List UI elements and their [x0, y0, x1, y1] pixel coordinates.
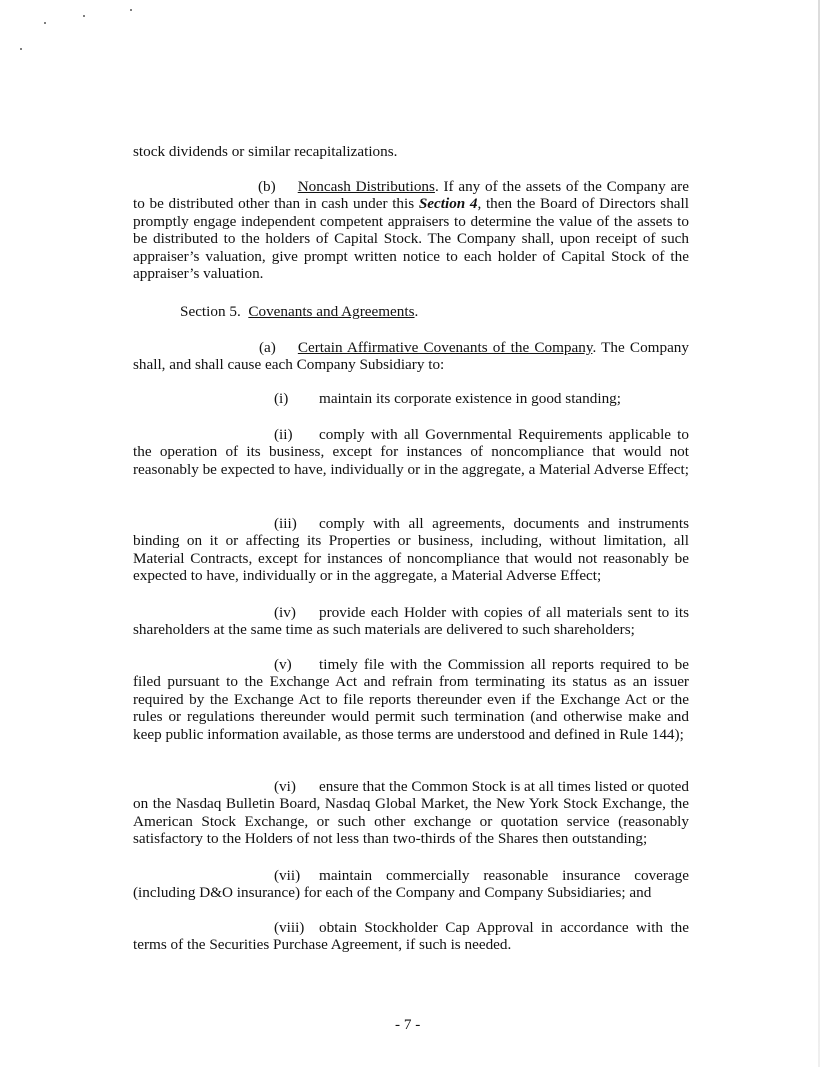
list-item-text: comply with all Governmental Requirements applicable to the operation of its business, except for instances of noncompliance that would not reasonably be expected to have, individually or in the aggregate, a Material Adverse Effect; [133, 426, 689, 478]
section-5-heading [133, 303, 689, 320]
section-5-number: Section 5. [180, 303, 241, 320]
paragraph-b [133, 178, 689, 282]
list-item-text: obtain Stockholder Cap Approval in accordance with the terms of the Securities Purchase Agreement, if such is needed. [133, 919, 689, 954]
list-item-text: maintain its corporate existence in good standing; [319, 390, 621, 407]
list-item [133, 656, 689, 743]
list-item-text: comply with all agreements, documents and instruments binding on it or affecting its Properties or business, including, without limitation, all Material Contracts, except for instances of noncompliance that would not reasonably be expected to have, individually or in the aggregate, a Material Adverse Effect; [133, 515, 689, 585]
list-item-label: (i) [274, 390, 289, 407]
section-5-title: Covenants and Agreements [248, 303, 415, 320]
scan-speck [20, 48, 22, 50]
list-item-label: (vi) [274, 778, 296, 795]
list-item [133, 515, 689, 585]
list-item-text: provide each Holder with copies of all materials sent to its shareholders at the same time as such materials are delivered to such shareholders; [133, 604, 689, 639]
list-item [133, 867, 689, 902]
list-item-text: ensure that the Common Stock is at all times listed or quoted on the Nasdaq Bulletin Board, Nasdaq Global Market, the New York Stock Exchange, the American Stock Exchange, or such other exchange or quotation service (reasonably satisfactory to the Holders of not less than two-thirds of the Shares then outstanding; [133, 778, 689, 848]
list-item-text: timely file with the Commission all reports required to be filed pursuant to the Exchange Act and refrain from terminating its status as an issuer required by the Exchange Act to file reports thereunder even if the Exchange Act or the rules or regulations thereunder would permit such termination (and otherwise make and keep public information available, as those terms are understood and defined in Rule 144); [133, 656, 689, 743]
list-item [133, 390, 689, 407]
paragraph-b-heading: Noncash Distributions [297, 178, 435, 195]
paragraph-b-text-continued: , then the Board of Directors shall promptly engage independent competent appraisers to determine the value of the assets to be distributed to the holders of Capital Stock. The Company shall, upon receipt of such appraiser’s valuation, give prompt written notice to each holder of Capital Stock of the appraiser’s valuation. [133, 195, 689, 283]
list-item [133, 778, 689, 848]
list-item-label: (ii) [274, 426, 293, 443]
paragraph-a-text: . The Company shall, and shall cause each Company Subsidiary to: [133, 339, 689, 374]
scan-speck [83, 15, 85, 17]
page-number: - 7 - [395, 1016, 421, 1033]
list-item-label: (iii) [274, 515, 297, 532]
scan-speck [130, 9, 132, 11]
paragraph-a-heading: Certain Affirmative Covenants of the Company [297, 339, 593, 356]
list-item [133, 426, 689, 478]
section-4-reference: Section 4 [418, 195, 478, 213]
list-item [133, 919, 689, 954]
continuation-text: stock dividends or similar recapitalizations. [133, 143, 398, 160]
paragraph-b-text: . If any of the assets of the Company are to be distributed other than in cash under this [133, 178, 689, 213]
list-item-label: (vii) [274, 867, 301, 884]
section-5-period: . [414, 303, 419, 320]
scan-speck [44, 22, 46, 24]
list-item [133, 604, 689, 639]
paragraph-a-label: (a) [259, 339, 276, 356]
paragraph-b-label: (b) [258, 178, 276, 195]
list-item-label: (v) [274, 656, 292, 673]
list-item-label: (iv) [274, 604, 296, 621]
list-item-label: (viii) [274, 919, 305, 936]
list-item-text: maintain commercially reasonable insurance coverage (including D&O insurance) for each of the Company and Company Subsidiaries; and [133, 867, 689, 902]
paragraph-a [133, 339, 689, 374]
